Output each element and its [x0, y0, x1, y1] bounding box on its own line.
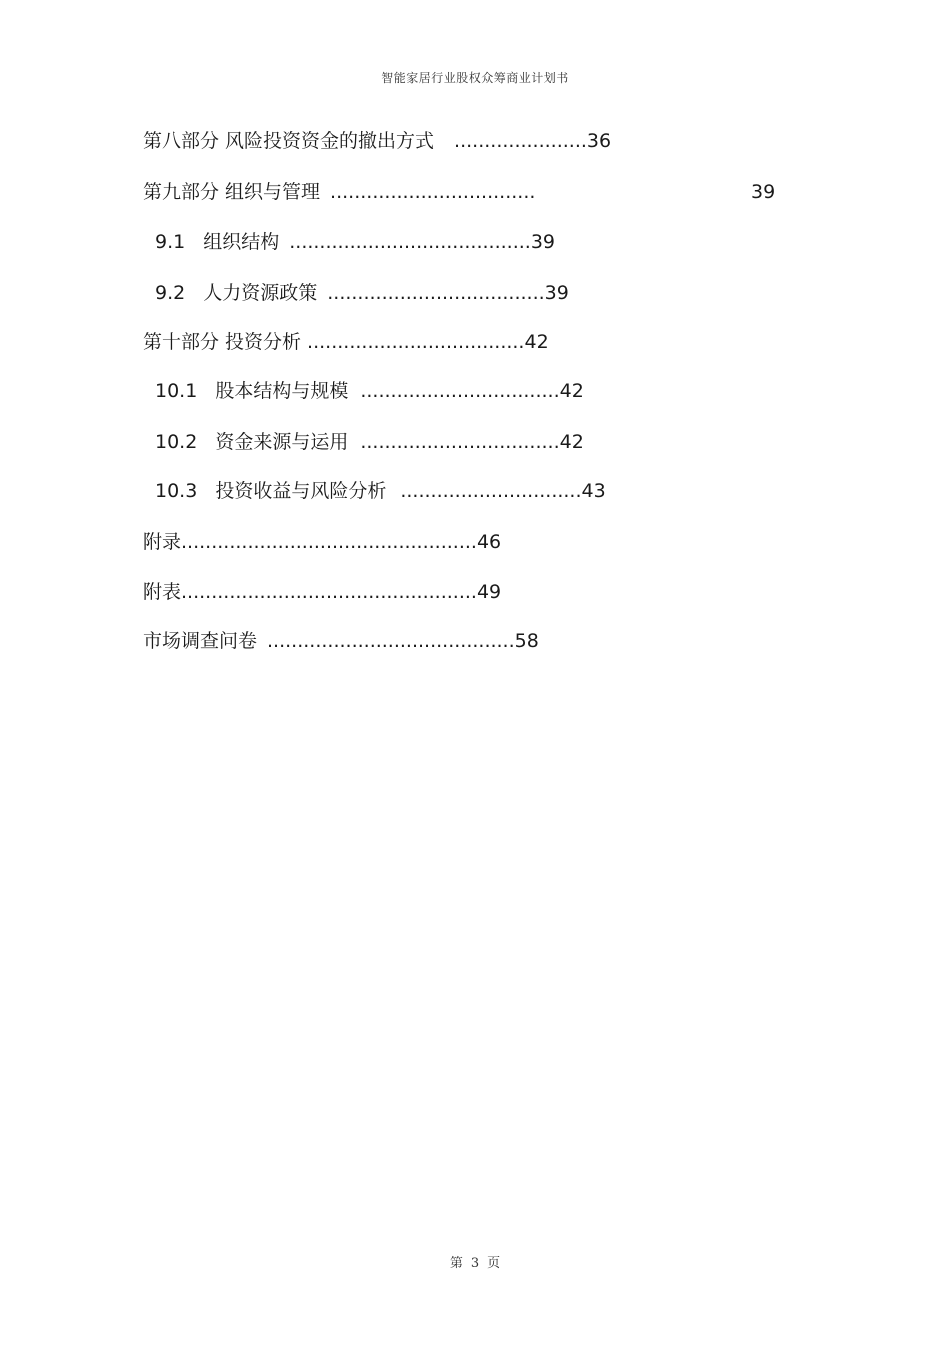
toc-entry-part9[interactable] — [143, 179, 535, 205]
toc-leader: ......................................... — [267, 630, 515, 652]
toc-entry-part10[interactable] — [143, 329, 549, 355]
toc-entry-title: 投资收益与风险分析 — [215, 480, 387, 502]
toc-leader: ................................................. — [181, 581, 477, 603]
toc-entry-title: 股本结构与规模 — [215, 380, 349, 402]
toc-entry-9-2[interactable] — [155, 280, 569, 306]
toc-section-number: 10.1 — [155, 380, 198, 402]
footer-page-number: 3 — [470, 1256, 480, 1271]
toc-entry-10-1[interactable] — [155, 378, 584, 404]
toc-page-number: 42 — [559, 431, 584, 453]
page-header: 智能家居行业股权众筹商业计划书 — [381, 71, 569, 85]
toc-entry-tables[interactable] — [143, 579, 501, 605]
toc-section-number: 9.1 — [155, 231, 186, 253]
toc-page-number: 42 — [559, 380, 584, 402]
toc-entry-9-1[interactable] — [155, 229, 555, 255]
toc-page-number: 39 — [751, 181, 776, 203]
toc-page-number: 43 — [581, 480, 606, 502]
toc-section-number: 10.3 — [155, 480, 198, 502]
page-footer — [0, 1252, 950, 1271]
toc-entry-title: 第十部分 投资分析 — [143, 331, 302, 353]
toc-entry-title: 市场调查问卷 — [143, 630, 258, 652]
toc-entry-survey[interactable] — [143, 628, 539, 654]
toc-entry-10-3[interactable] — [155, 478, 606, 504]
toc-leader: ................................................. — [181, 531, 477, 553]
toc-entry-10-2[interactable] — [155, 429, 584, 455]
toc-leader: .................................. — [330, 181, 536, 203]
toc-entry-appendix[interactable] — [143, 529, 501, 555]
toc-section-number: 10.2 — [155, 431, 198, 453]
toc-page-number: 58 — [514, 630, 539, 652]
toc-leader: ........................................ — [289, 231, 531, 253]
toc-leader: .............................. — [400, 480, 582, 502]
toc-leader: ................................. — [360, 431, 560, 453]
toc-page-number: 46 — [476, 531, 502, 553]
toc-page-number: 39 — [544, 282, 569, 304]
toc-leader: ...................... — [454, 130, 587, 152]
footer-suffix: 页 — [487, 1256, 501, 1271]
toc-leader: .................................... — [327, 282, 545, 304]
toc-entry-title: 附录 — [143, 531, 182, 553]
toc-entry-title: 资金来源与运用 — [215, 431, 349, 453]
footer-prefix: 第 — [449, 1256, 463, 1271]
toc-entry-title: 第九部分 组织与管理 — [143, 181, 321, 203]
toc-entry-title: 组织结构 — [203, 231, 280, 253]
toc-entry-title: 人力资源政策 — [203, 282, 318, 304]
toc-leader: ................................. — [360, 380, 560, 402]
toc-page-number: 36 — [586, 130, 612, 152]
toc-page-number: 49 — [476, 581, 502, 603]
toc-entry-title: 第八部分 风险投资资金的撤出方式 — [143, 130, 435, 152]
toc-entry-title: 附表 — [143, 581, 182, 603]
toc-leader: .................................... — [307, 331, 525, 353]
toc-section-number: 9.2 — [155, 282, 186, 304]
toc-page-number: 42 — [524, 331, 549, 353]
toc-page-number: 39 — [530, 231, 556, 253]
toc-entry-part8[interactable] — [143, 128, 611, 154]
